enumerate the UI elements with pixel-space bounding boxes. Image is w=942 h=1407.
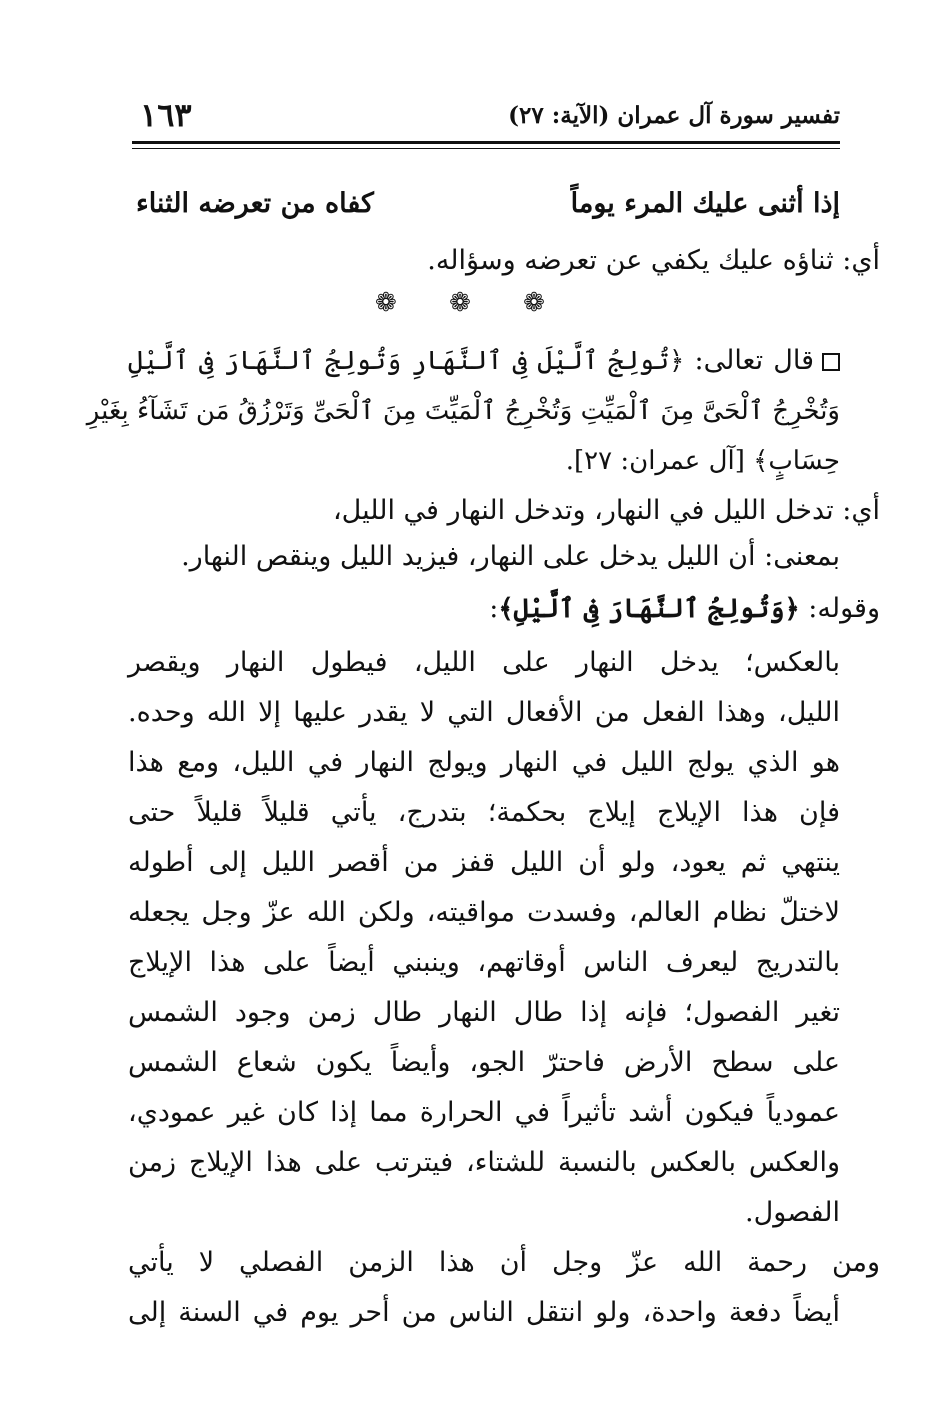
paragraph-line: لاختلّ نظام العالم، وفسدت مواقيته، ولكن الله عزّ وجل يجعله <box>128 897 840 928</box>
section-divider-stars: ❁ ❁ ❁ <box>375 288 567 318</box>
header-rule-thick <box>132 141 840 144</box>
paragraph-line: عمودياً فيكون أشد تأثيراً في الحرارة مما إذا كان غير عمودي، <box>128 1097 840 1128</box>
paragraph-line: هو الذي يولج الليل في النهار ويولج النهار في الليل، ومع هذا <box>128 747 840 778</box>
running-header <box>132 98 840 142</box>
paragraph-line: الفصول. <box>745 1197 840 1228</box>
paragraph-line: بالعكس؛ يدخل النهار على الليل، فيطول النهار ويقصر <box>128 647 840 678</box>
paragraph-line: ينتهي ثم يعود، ولو أن الليل قفز من أقصر الليل إلى أطوله <box>128 847 840 878</box>
header-rule-thin <box>132 148 840 149</box>
quran-quote: ﴿وَتُولِجُ ٱلنَّهَارَ فِى ٱلَّيْلِ﴾ <box>498 594 800 624</box>
quote-colon: : <box>489 593 499 624</box>
page-number: ١٦٣ <box>140 96 192 134</box>
paragraph-line: أيضاً دفعة واحدة، ولو انتقل الناس من أحر يوم في السنة إلى <box>128 1297 840 1328</box>
poem-first-hemistich: إذا أثنى عليك المرء يوماً <box>570 188 840 219</box>
paragraph-line <box>489 584 880 634</box>
paragraph-line: على سطح الأرض فاحترّ الجو، وأيضاً يكون شعاع الشمس <box>128 1047 840 1078</box>
paragraph-line: الليل، وهذا الفعل من الأفعال التي لا يقدر عليها إلا الله وحده. <box>128 697 840 728</box>
quran-intro: قال تعالى: <box>684 345 814 376</box>
paragraph-line: بالتدريج ليعرف الناس أوقاتهم، وينبني أيضاً على هذا الإيلاج <box>128 947 840 978</box>
quran-verse-part-3: حِسَابٍ﴾ [آل عمران: ٢٧]. <box>565 446 840 476</box>
square-bullet-icon <box>822 353 840 371</box>
paragraph-line: بمعنى: أن الليل يدخل على النهار، فيزيد الليل وينقص النهار. <box>181 541 840 572</box>
header-title: تفسير سورة آل عمران (الآية: ٢٧) <box>508 102 840 129</box>
paragraph-line: والعكس بالعكس بالنسبة للشتاء، فيترتب على هذا الإيلاج زمن <box>128 1147 840 1178</box>
quran-line-1 <box>128 336 840 386</box>
paragraph-line: تغير الفصول؛ فإنه إذا طال النهار طال زمن وجود الشمس <box>128 997 840 1028</box>
quran-verse-part-2: وَتُخْرِجُ ٱلْحَىَّ مِنَ ٱلْمَيِّتِ وَتُخْرِجُ ٱلْمَيِّتَ مِنَ ٱلْحَىِّ وَتَرْزُقُ مَن تَشَآءُ بِغَيْرِ <box>86 396 840 426</box>
paragraph-line: أي: تدخل الليل في النهار، وتدخل النهار في الليل، <box>332 495 880 526</box>
paragraph-line: أي: ثناؤه عليك يكفي عن تعرضه وسؤاله. <box>427 245 880 276</box>
paragraph-line: فإن هذا الإيلاج إيلاج بحكمة؛ بتدرج، يأتي قليلاً قليلاً حتى <box>128 797 840 828</box>
poem-second-hemistich: كفاه من تعرضه الثناء <box>136 188 374 219</box>
paragraph-line: ومن رحمة الله عزّ وجل أن هذا الزمن الفصلي لا يأتي <box>128 1247 880 1278</box>
quote-intro: وقوله: <box>799 593 880 624</box>
quran-verse-part-1: ﴿تُولِجُ ٱلَّيْلَ فِى ٱلنَّهَارِ وَتُولِجُ ٱلنَّهَارَ فِى ٱلَّيْلِ <box>128 346 685 376</box>
